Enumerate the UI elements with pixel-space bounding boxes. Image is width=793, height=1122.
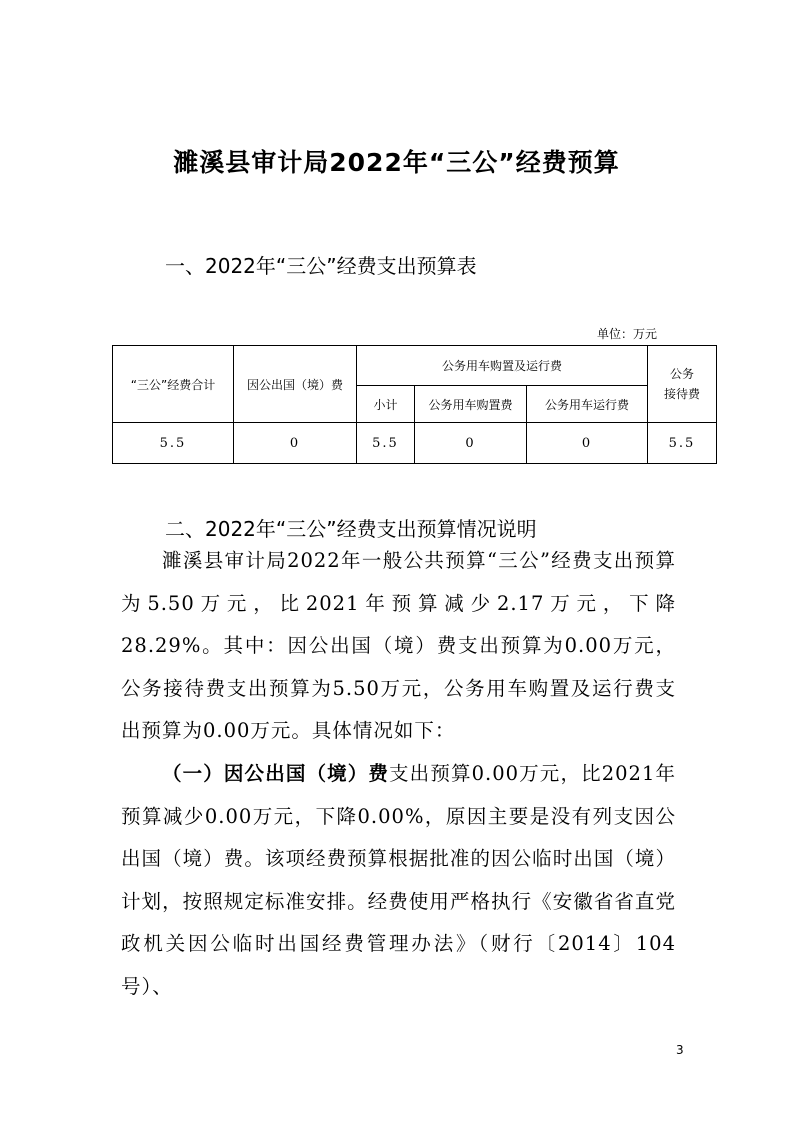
paragraph-item1: [121, 753, 676, 1009]
section2-body: [121, 540, 676, 1009]
header-reception: 公务 接待费: [648, 346, 717, 423]
header-abroad: 因公出国（境）费: [234, 346, 357, 423]
cell-subtotal: 5.5: [357, 423, 415, 464]
item1-label: （一）因公出国（境）费: [162, 761, 390, 785]
cell-total: 5.5: [113, 423, 234, 464]
header-total: “三公”经费合计: [113, 346, 234, 423]
item1-text: 支出预算0.00万元，比2021年预算减少0.00万元，下降0.00%，原因主要是没有列支因公出国（境）费。该项经费预算根据批准的因公临时出国（境）计划，按照规定标准安排。经费使用严格执行《安徽省省直党政机关因公临时出国经费管理办法》（财行〔2014〕104号）、: [121, 761, 676, 998]
cell-reception: 5.5: [648, 423, 717, 464]
section1-heading: 一、2022年“三公”经费支出预算表: [165, 254, 477, 278]
header-operation: 公务用车运行费: [527, 386, 648, 423]
header-vehicle-group: 公务用车购置及运行费: [357, 346, 648, 386]
section2-heading: 二、2022年“三公”经费支出预算情况说明: [165, 517, 537, 541]
unit-label: 单位：万元: [597, 327, 658, 341]
cell-operation: 0: [527, 423, 648, 464]
document-title: 濉溪县审计局2022年“三公”经费预算: [173, 148, 620, 177]
table-header-row: [113, 346, 717, 386]
cell-abroad: 0: [234, 423, 357, 464]
page-number: 3: [676, 1043, 684, 1057]
cell-purchase: 0: [415, 423, 527, 464]
table-row: [113, 423, 717, 464]
header-subtotal: 小计: [357, 386, 415, 423]
paragraph-summary: 濉溪县审计局2022年一般公共预算“三公”经费支出预算为5.50万元，比2021年预算减少2.17万元，下降28.29%。其中：因公出国（境）费支出预算为0.00万元，公务接待费支出预算为5.50万元，公务用车购置及运行费支出预算为0.00万元。具体情况如下：: [121, 549, 676, 743]
header-purchase: 公务用车购置费: [415, 386, 527, 423]
budget-table: [112, 345, 717, 464]
